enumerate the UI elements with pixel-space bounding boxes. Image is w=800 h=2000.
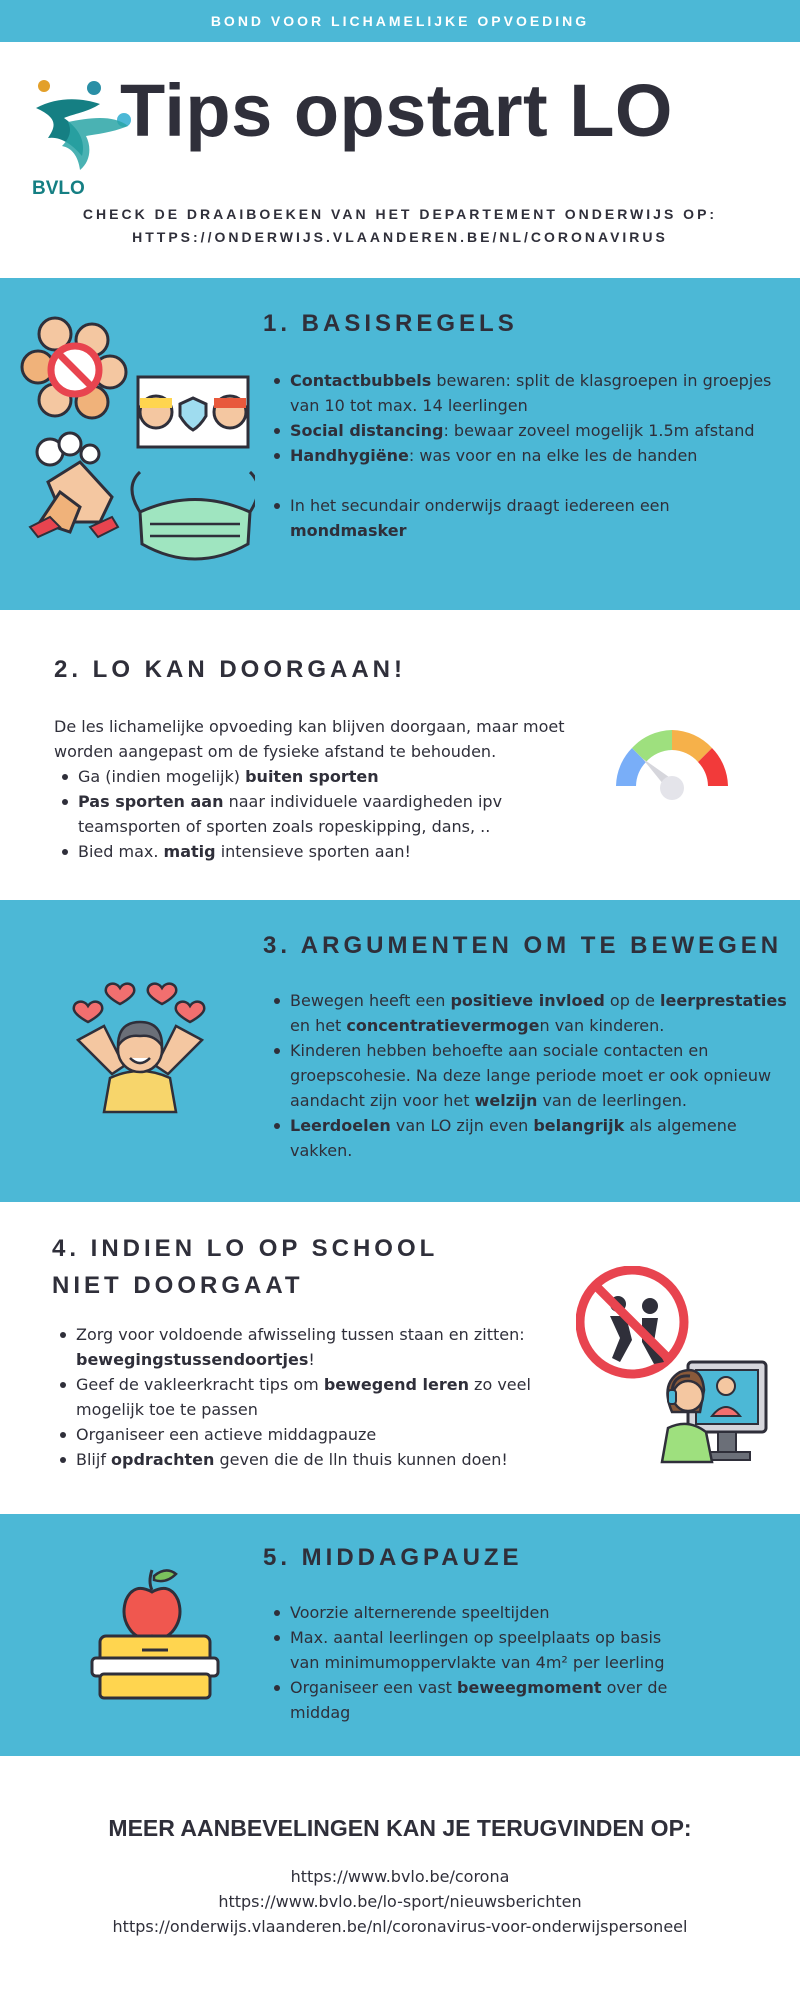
section-4-illustration	[576, 1266, 776, 1472]
footer-link[interactable]: https://www.bvlo.be/corona	[290, 1867, 510, 1886]
list-item: Organiseer een vast beweegmoment over de middag	[272, 1675, 692, 1725]
section-2-title: 2. LO KAN DOORGAAN!	[54, 656, 406, 683]
section-4-title-line-1: 4. INDIEN LO OP SCHOOL	[52, 1235, 439, 1262]
section-1-title: 1. BASISREGELS	[263, 310, 518, 337]
section-1-list	[272, 368, 772, 543]
footer-link[interactable]: https://onderwijs.vlaanderen.be/nl/coronavirus-voor-onderwijspersoneel	[112, 1917, 688, 1936]
list-item: Max. aantal leerlingen op speelplaats op basis van minimumoppervlakte van 4m² per leerling	[272, 1625, 692, 1675]
list-item: Contactbubbels bewaren: split de klasgroepen in groepjes van 10 tot max. 14 leerlingen	[272, 368, 772, 418]
section-3-title: 3. ARGUMENTEN OM TE BEWEGEN	[263, 932, 783, 959]
list-item: Zorg voor voldoende afwisseling tussen staan en zitten: bewegingstussendoortjes!	[58, 1322, 548, 1372]
list-item: Bewegen heeft een positieve invloed op de leerprestaties en het concentratievermogen van kinderen.	[272, 988, 797, 1038]
page-title: Tips opstart LO	[120, 69, 673, 152]
check-line-1: CHECK DE DRAAIBOEKEN VAN HET DEPARTEMENT ONDERWIJS OP:	[82, 206, 718, 222]
check-notice	[0, 203, 800, 249]
gauge-icon	[606, 712, 738, 808]
list-item: Kinderen hebben behoefte aan sociale contacten en groepscohesie. Na deze lange periode moet er ook opnieuw aandacht zijn voor het welzijn van de leerlingen.	[272, 1038, 797, 1113]
list-item: Leerdoelen van LO zijn even belangrijk als algemene vakken.	[272, 1113, 797, 1163]
hand-washing-icon	[30, 433, 118, 537]
section-4-title	[52, 1230, 438, 1304]
section-1-illustration	[20, 312, 255, 572]
list-item: Pas sporten aan naar individuele vaardigheden ipv teamsporten of sporten zoals ropeskipping, dans, ..	[60, 789, 580, 839]
section-4-list	[58, 1322, 548, 1472]
crowd-no-icon	[22, 318, 126, 418]
check-line-2: HTTPS://ONDERWIJS.VLAANDEREN.BE/NL/CORONAVIRUS	[132, 229, 668, 245]
distance-shield-icon	[138, 377, 248, 447]
logo-text: BVLO	[32, 178, 85, 198]
list-item: In het secundair onderwijs draagt iedereen een mondmasker	[272, 493, 772, 543]
section-5-list	[272, 1600, 692, 1725]
footer-link[interactable]: https://www.bvlo.be/lo-sport/nieuwsberichten	[218, 1892, 582, 1911]
section-4-title-line-2: NIET DOORGAAT	[52, 1272, 304, 1299]
lunchbox-apple-icon	[86, 1562, 224, 1702]
happy-person-hearts-icon	[70, 978, 210, 1114]
section-3-list	[272, 988, 797, 1163]
list-item: Bied max. matig intensieve sporten aan!	[60, 839, 580, 864]
list-item: Blijf opdrachten geven die de lln thuis kunnen doen!	[58, 1447, 548, 1472]
list-item: Handhygiëne: was voor en na elke les de handen	[272, 443, 772, 468]
banner-text: BOND VOOR LICHAMELIJKE OPVOEDING	[210, 13, 590, 29]
list-item: Ga (indien mogelijk) buiten sporten	[60, 764, 580, 789]
no-contact-sport-icon	[580, 1270, 684, 1374]
top-banner	[0, 0, 800, 42]
section-2-intro: De les lichamelijke opvoeding kan blijven doorgaan, maar moet worden aangepast om de fysieke afstand te behouden.	[54, 717, 565, 761]
footer-title: MEER AANBEVELINGEN KAN JE TERUGVINDEN OP:	[108, 1815, 692, 1841]
section-5-title: 5. MIDDAGPAUZE	[263, 1544, 523, 1571]
list-item: Voorzie alternerende speeltijden	[272, 1600, 692, 1625]
footer-links	[0, 1864, 800, 1939]
section-2-list	[60, 764, 580, 864]
list-item: Organiseer een actieve middagpauze	[58, 1422, 548, 1447]
list-item: Geef de vakleerkracht tips om bewegend leren zo veel mogelijk toe te passen	[58, 1372, 548, 1422]
face-mask-icon	[132, 472, 255, 559]
online-teacher-icon	[662, 1362, 766, 1462]
list-item: Social distancing: bewaar zoveel mogelijk 1.5m afstand	[272, 418, 772, 443]
